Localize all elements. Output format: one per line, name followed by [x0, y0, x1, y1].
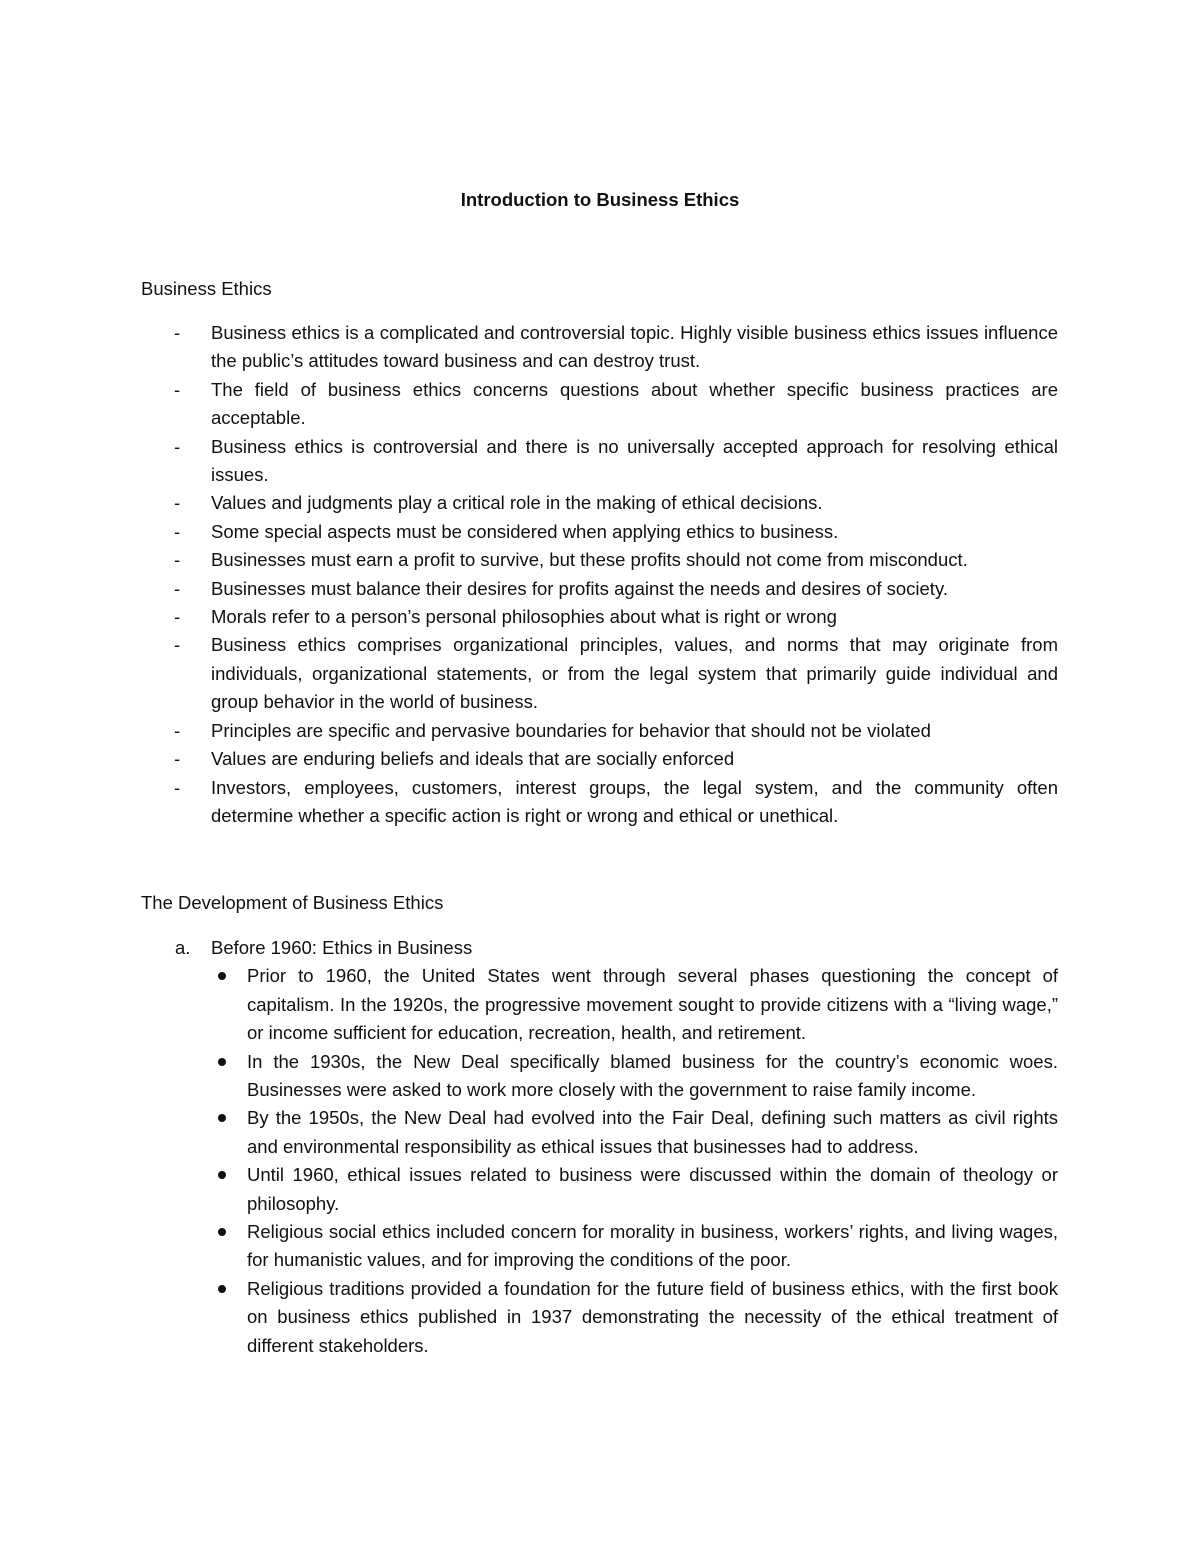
- section-heading-business-ethics: Business Ethics: [141, 278, 272, 299]
- list-item-text: The field of business ethics concerns questions about whether specific business practices are acceptable.: [211, 378, 1058, 429]
- list-item: [168, 518, 1058, 546]
- document-title: Introduction to Business Ethics: [460, 189, 740, 210]
- list-item-text: Morals refer to a person’s personal philosophies about what is right or wrong: [211, 606, 837, 628]
- dash-marker: -: [174, 492, 181, 514]
- bullet-dot-icon: [218, 1058, 226, 1066]
- list-item: [168, 575, 1058, 603]
- dash-marker: -: [174, 322, 181, 343]
- alpha-marker: a.: [175, 937, 191, 958]
- dash-marker: -: [174, 634, 181, 656]
- bullet-list: [211, 962, 1058, 1360]
- dash-marker: -: [174, 435, 181, 457]
- bullet-dot-icon: [218, 1228, 226, 1236]
- bullet-item-text: By the 1950s, the New Deal had evolved into the Fair Deal, defining such matters as civil rights and environmental responsibility as ethical issues that businesses had to address.: [247, 1107, 1058, 1157]
- list-item-text: Values and judgments play a critical role in the making of ethical decisions.: [211, 492, 823, 514]
- list-item: [168, 631, 1058, 716]
- bullet-item-text: Prior to 1960, the United States went through several phases questioning the concept of capitalism. In the 1920s, the progressive movement sought to provide citizens with a “living wage,” or income sufficient for education, recreation, health, and retirement.: [247, 965, 1058, 1044]
- list-item-text: Principles are specific and pervasive boundaries for behavior that should not be violated: [211, 719, 931, 741]
- list-item-text: Some special aspects must be considered when applying ethics to business.: [211, 520, 839, 542]
- dash-marker: -: [174, 520, 181, 542]
- bullet-dot-icon: [218, 1285, 226, 1293]
- bullet-item-text: In the 1930s, the New Deal specifically blamed business for the country’s economic woes. Businesses were asked to work more closely with the government to raise family income.: [247, 1050, 1058, 1101]
- bullet-item-text: Religious traditions provided a foundation for the future field of business ethics, with the first book on business ethics published in 1937 demonstrating the necessity of the ethical treatment of different stakeholders.: [247, 1277, 1058, 1356]
- list-item: [168, 433, 1058, 490]
- bullet-dot-icon: [218, 1114, 226, 1122]
- list-item-text: Businesses must earn a profit to survive, but these profits should not come from misconduct.: [211, 549, 968, 571]
- dash-marker: -: [174, 378, 181, 400]
- bullet-item: [211, 962, 1058, 1047]
- section-heading-development: The Development of Business Ethics: [141, 892, 444, 913]
- list-item: [168, 376, 1058, 433]
- subsection-title: Before 1960: Ethics in Business: [211, 937, 473, 958]
- dash-marker: -: [174, 549, 181, 571]
- dash-marker: -: [174, 606, 181, 628]
- bullet-item: [211, 1161, 1058, 1218]
- bullet-item: [211, 1218, 1058, 1275]
- list-item: [168, 774, 1058, 831]
- list-item: [168, 546, 1058, 574]
- list-item-text: Values are enduring beliefs and ideals that are socially enforced: [211, 748, 735, 770]
- list-item: [168, 489, 1058, 517]
- bullet-dot-icon: [218, 1171, 226, 1179]
- dash-marker: -: [174, 748, 181, 770]
- bullet-dot-icon: [218, 972, 226, 980]
- list-item-text: Investors, employees, customers, interest groups, the legal system, and the community often determine whether a specific action is right or wrong and ethical or unethical.: [211, 776, 1058, 826]
- list-item: [168, 717, 1058, 745]
- bullet-item: [211, 1048, 1058, 1105]
- list-item-text: Business ethics is a complicated and controversial topic. Highly visible business ethics issues influence the public’s attitudes toward business and can destroy trust.: [211, 322, 1058, 372]
- business-ethics-list: [168, 319, 1058, 830]
- subsection-item: [175, 934, 1058, 1360]
- bullet-item: [211, 1275, 1058, 1360]
- list-item: [168, 603, 1058, 631]
- list-item: [168, 319, 1058, 376]
- development-list: [175, 934, 1058, 1360]
- list-item-text: Business ethics is controversial and there is no universally accepted approach for resolving ethical issues.: [211, 435, 1058, 486]
- dash-marker: -: [174, 719, 181, 741]
- bullet-item: [211, 1104, 1058, 1161]
- list-item-text: Businesses must balance their desires for profits against the needs and desires of society.: [211, 577, 948, 599]
- list-item-text: Business ethics comprises organizational principles, values, and norms that may originate from individuals, organizational statements, or from the legal system that primarily guide individual and group behavior in the world of business.: [211, 634, 1058, 713]
- list-item: [168, 745, 1058, 773]
- bullet-item-text: Until 1960, ethical issues related to business were discussed within the domain of theology or philosophy.: [247, 1164, 1058, 1214]
- dash-marker: -: [174, 776, 181, 798]
- bullet-item-text: Religious social ethics included concern for morality in business, workers’ rights, and living wages, for humanistic values, and for improving the conditions of the poor.: [247, 1221, 1058, 1271]
- dash-marker: -: [174, 577, 181, 599]
